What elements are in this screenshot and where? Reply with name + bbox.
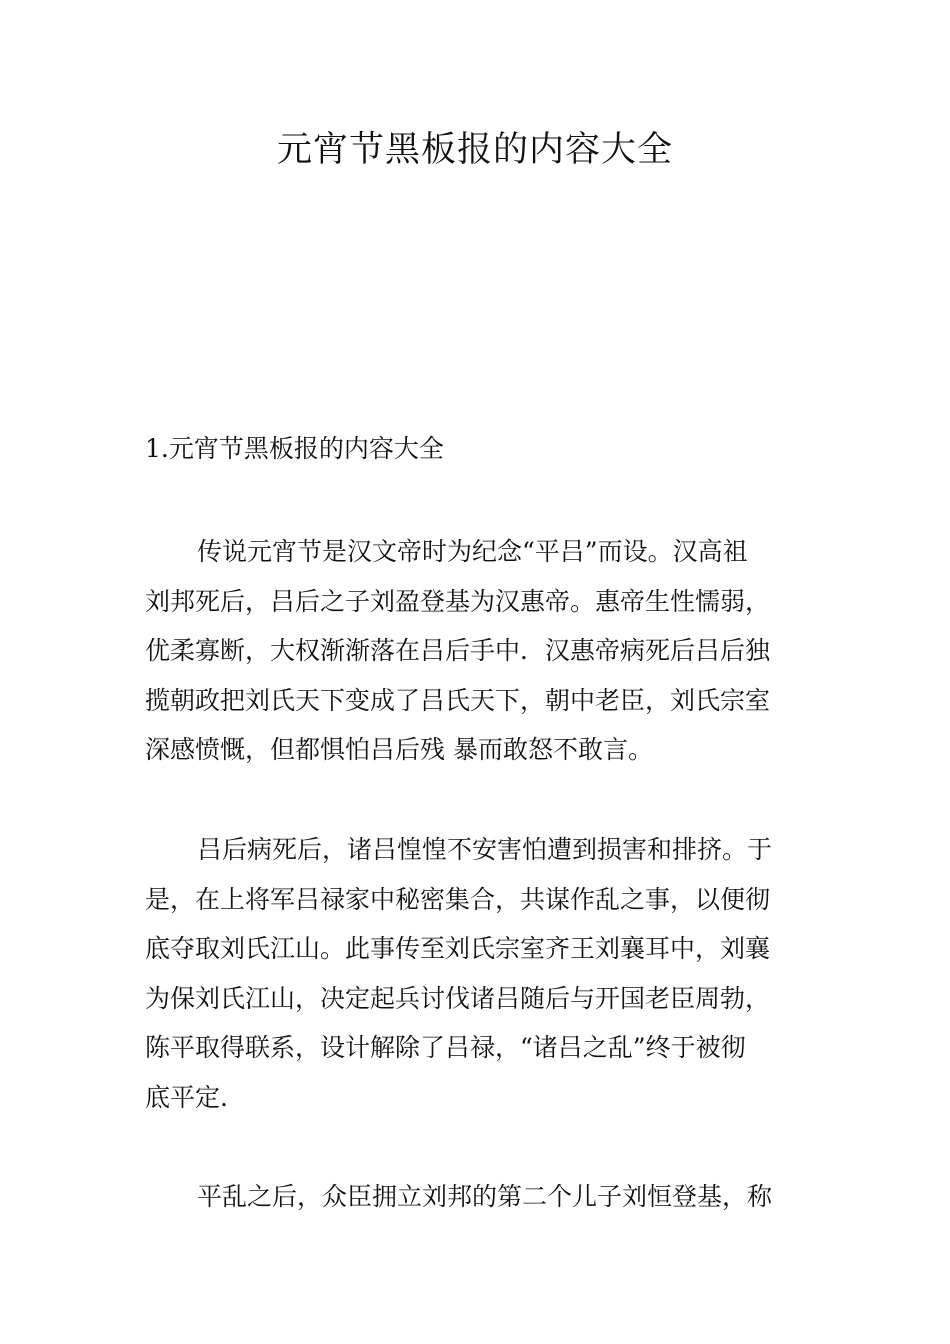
- paragraph-line: 刘邦死后，吕后之子刘盈登基为汉惠帝。惠帝生性懦弱，: [145, 586, 771, 616]
- paragraph-line: 传说元宵节是汉文帝时为纪念“平吕”而设。汉高祖: [197, 537, 748, 566]
- document-title: 元宵节黑板报的内容大全: [276, 130, 673, 170]
- section-heading: 1.元宵节黑板报的内容大全: [145, 434, 444, 463]
- paragraph-3: [145, 1172, 810, 1222]
- paragraph-line: 优柔寡断，大权渐渐落在吕后手中．汉惠帝病死后吕后独: [145, 636, 771, 665]
- paragraph-2: [145, 825, 810, 1122]
- paragraph-line: 陈平取得联系，设计解除了吕禄，“诸吕之乱”终于被彻: [145, 1033, 746, 1062]
- paragraph-line: 为保刘氏江山，决定起兵讨伐诸吕随后与开国老臣周勃，: [145, 983, 771, 1013]
- paragraph-line: 是，在上将军吕禄家中秘密集合，共谋作乱之事，以便彻: [145, 884, 771, 914]
- paragraph-line: 底平定.: [145, 1082, 228, 1112]
- paragraph-line: 底夺取刘氏江山。此事传至刘氏宗室齐王刘襄耳中，刘襄: [145, 934, 771, 963]
- paragraph-line: 吕后病死后，诸吕惶惶不安害怕遭到损害和排挤。于: [197, 835, 773, 864]
- paragraph-1: [145, 527, 810, 775]
- paragraph-line: 揽朝政把刘氏天下变成了吕氏天下，朝中老臣，刘氏宗室: [145, 685, 771, 715]
- paragraph-line: 深感愤慨，但都惧怕吕后残 暴而敢怒不敢言。: [145, 735, 653, 764]
- paragraph-line: 平乱之后，众臣拥立刘邦的第二个儿子刘恒登基，称: [197, 1182, 773, 1211]
